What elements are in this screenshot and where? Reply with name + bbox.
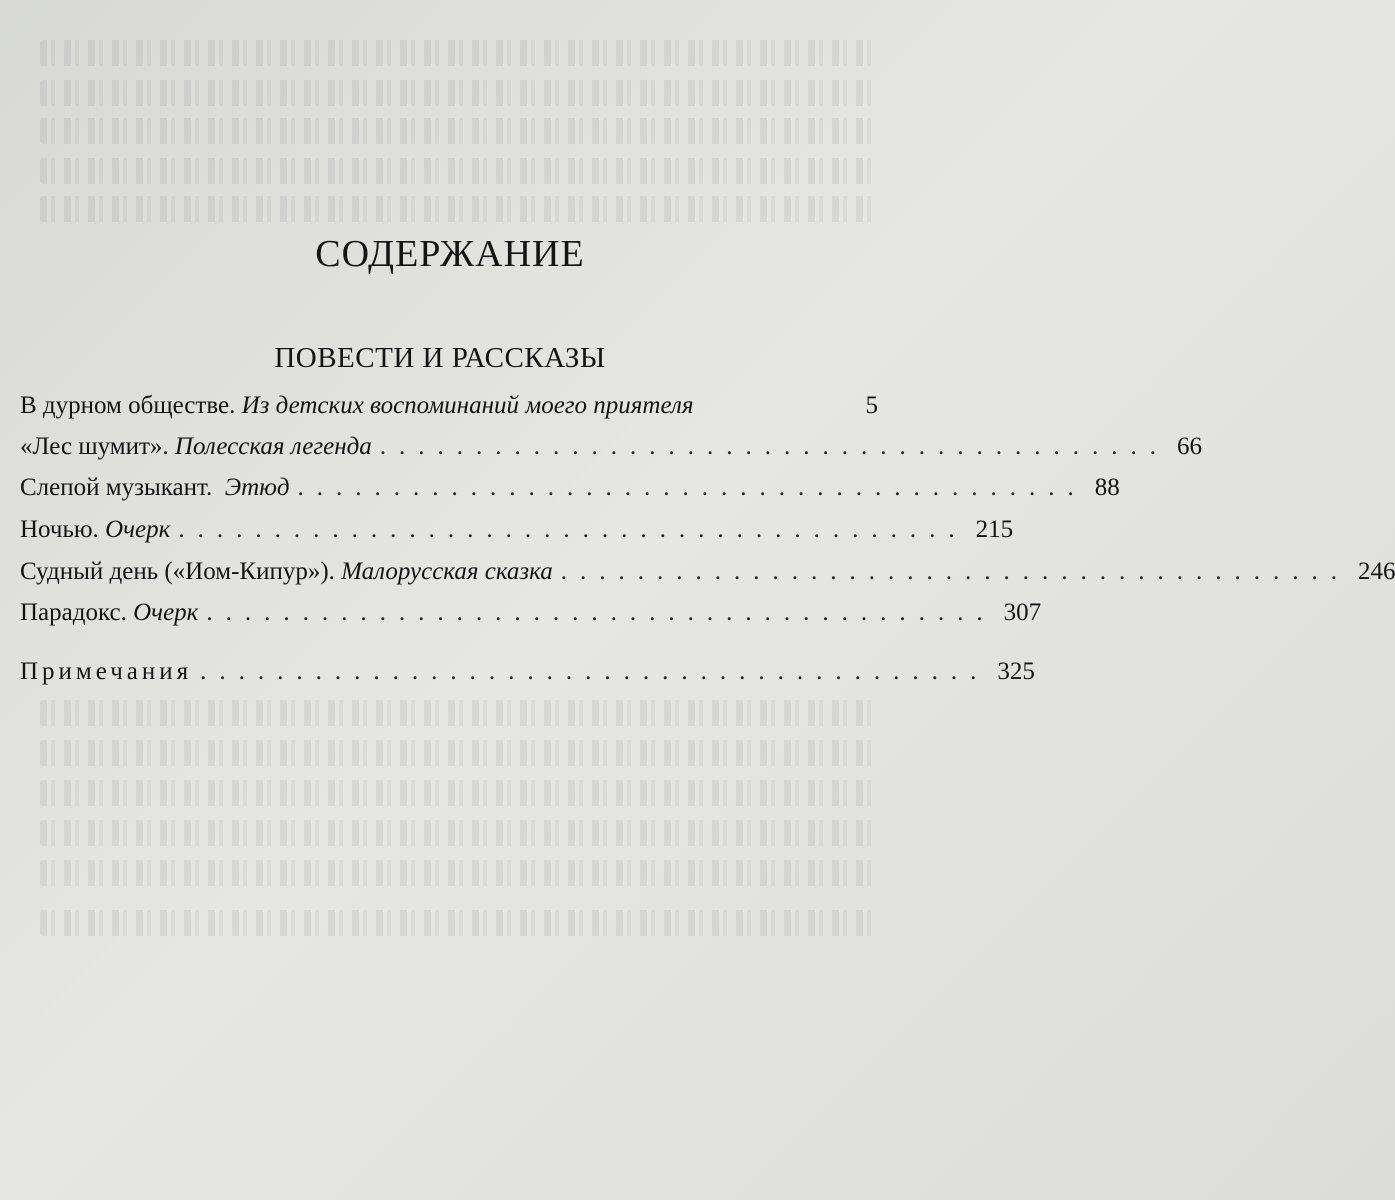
bleed-through-text xyxy=(40,118,880,144)
bleed-through-text xyxy=(40,158,880,184)
toc-page-number: 307 xyxy=(1003,599,1042,626)
bleed-through-text xyxy=(40,700,880,726)
dot-leader: ......................................... xyxy=(178,516,968,543)
toc-entry-notes[interactable] xyxy=(20,658,1035,698)
toc-entry-title: Судный день («Иом-Кипур»). Малорусская сказка xyxy=(20,558,553,585)
dot-leader: ......................................... xyxy=(379,433,1170,460)
bleed-through-text xyxy=(40,780,880,806)
toc-entry[interactable] xyxy=(20,599,1042,639)
toc-entry-title: Ночью. Очерк xyxy=(20,516,171,543)
toc-page-number: 325 xyxy=(997,658,1035,685)
section-title: ПОВЕСТИ И РАССКАЗЫ xyxy=(274,342,606,374)
page-title: СОДЕРЖАНИЕ xyxy=(315,233,585,275)
dot-leader: ......................................... xyxy=(200,658,990,685)
dot-leader: ......................................... xyxy=(560,558,1350,585)
dot-leader: ......................................... xyxy=(206,599,996,626)
toc-page-number: 246 xyxy=(1357,558,1395,585)
bleed-through-text xyxy=(40,80,880,106)
toc-entry[interactable] xyxy=(20,433,1203,473)
toc-entry[interactable] xyxy=(20,558,1395,598)
bleed-through-text xyxy=(40,740,880,766)
toc-entry-title: Слепой музыкант. Этюд xyxy=(20,474,290,501)
toc-entry-title: Примечания xyxy=(20,658,193,685)
dot-leader: ......................................... xyxy=(297,474,1087,501)
toc-entry-title: В дурном обществе. Из детских воспоминаний моего приятеля xyxy=(20,392,694,419)
bleed-through-text xyxy=(40,820,880,846)
toc-page-number: 215 xyxy=(975,516,1014,543)
toc-entry-title: Парадокс. Очерк xyxy=(20,599,199,626)
toc-page-number: 88 xyxy=(1094,474,1120,501)
toc-entry[interactable] xyxy=(20,516,1014,556)
bleed-through-text xyxy=(40,196,880,222)
toc-entry[interactable] xyxy=(20,392,878,432)
toc-page-number: 66 xyxy=(1177,433,1203,460)
toc-page-number: 5 xyxy=(865,392,878,419)
bleed-through-text xyxy=(40,910,880,936)
toc-entry-title: «Лес шумит». Полесская легенда xyxy=(20,433,372,460)
toc-entry[interactable] xyxy=(20,474,1120,514)
bleed-through-text xyxy=(40,40,880,66)
bleed-through-text xyxy=(40,860,880,886)
